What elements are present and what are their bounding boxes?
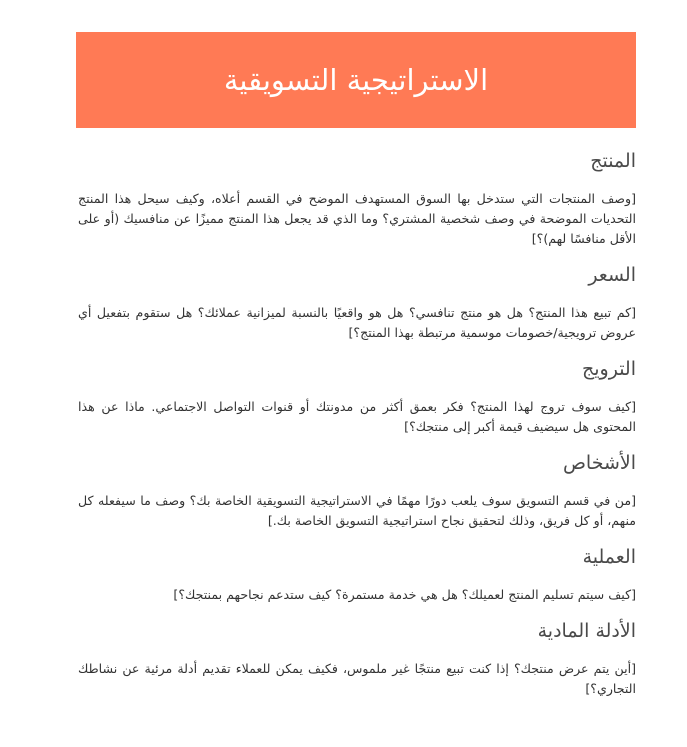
section-heading: الأدلة المادية	[537, 620, 636, 643]
section-price	[78, 264, 636, 343]
section-heading: المنتج	[590, 150, 636, 172]
section-heading: الأشخاص	[562, 452, 636, 475]
section-paragraph: [أين يتم عرض منتجك؟ إذا كنت تبيع منتجًا غير ملموس، فكيف يمكن للعملاء تقديم أدلة مرئية عن نشاطك التجاري؟]	[78, 661, 636, 697]
section-people	[78, 452, 636, 531]
section-paragraph: [كم تبيع هذا المنتج؟ هل هو منتج تنافسي؟ هل هو واقعيًا بالنسبة لميزانية عملائك؟ هل ستقوم بتفعيل أي عروض ترويجية/خصومات موسمية مرتبطة بهذا المنتج؟]	[78, 305, 636, 341]
section-heading: الترويج	[581, 358, 636, 381]
section-physical-evidence	[78, 620, 636, 699]
page-title: الاستراتيجية التسويقية	[223, 62, 489, 97]
section-product	[78, 150, 636, 249]
section-promotion	[78, 358, 636, 437]
section-process	[78, 546, 636, 605]
section-heading: العملية	[582, 546, 636, 569]
section-heading: السعر	[588, 264, 636, 287]
marketing-mix-content	[78, 150, 636, 714]
section-paragraph: [وصف المنتجات التي ستدخل بها السوق المستهدف الموضح في القسم أعلاه، وكيف سيحل هذا المنتج التحديات الموضحة في وصف شخصية المشتري؟ وما الذي قد يجعل هذا المنتج مميزًا عن منافسيك (أو على الأقل منافسًا لهم)؟]	[78, 190, 636, 247]
section-paragraph: [كيف سوف تروج لهذا المنتج؟ فكر بعمق أكثر من مدونتك أو قنوات التواصل الاجتماعي. ماذا عن هذا المحتوى هل سيضيف قيمة أكبر إلى منتجك؟]	[78, 399, 636, 435]
section-paragraph: [من في قسم التسويق سوف يلعب دورًا مهمًا في الاستراتيجية التسويقية الخاصة بك؟ وصف ما سيفعله كل منهم، أو كل فريق، وذلك لتحقيق نجاح استراتيجية التسويق الخاصة بك.]	[78, 493, 636, 529]
title-banner	[76, 32, 636, 128]
section-paragraph: [كيف سيتم تسليم المنتج لعميلك؟ هل هي خدمة مستمرة؟ كيف ستدعم نجاحهم بمنتجك؟]	[173, 587, 636, 603]
